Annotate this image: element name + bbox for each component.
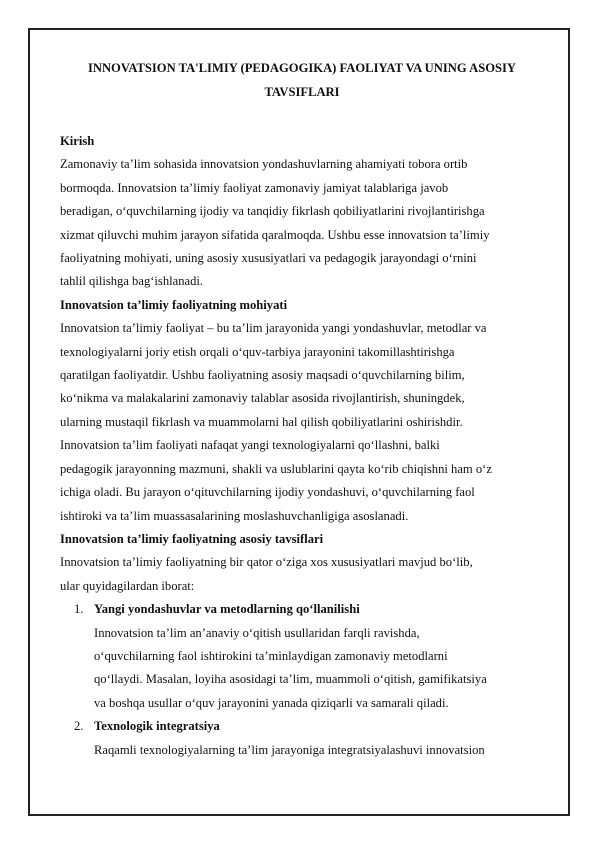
- text-line: tahlil qilishga bag‘ishlanadi.: [60, 274, 204, 289]
- paragraph: [60, 317, 544, 528]
- section-essence: [60, 294, 544, 528]
- document-body: [60, 56, 544, 762]
- text-line: qo‘llaydi. Masalan, loyiha asosidagi ta’lim, muammoli o‘qitish, gamifikatsiya: [94, 672, 487, 687]
- text-line: ular quyidagilardan iborat:: [60, 578, 195, 593]
- list-item: [60, 715, 544, 762]
- text-line: o‘quvchilarning faol ishtirokini ta’minlaydigan zamonaviy metodlarni: [94, 648, 448, 663]
- text-line: qaratilgan faoliyatdir. Ushbu faoliyatning asosiy maqsadi o‘quvchilarning bilim,: [60, 368, 465, 383]
- list-number: 1.: [74, 602, 84, 617]
- section-heading: Innovatsion ta’limiy faoliyatning mohiyati: [60, 297, 288, 312]
- text-line: faoliyatning mohiyati, uning asosiy xususiyatlari va pedagogik jarayondagi o‘rnini: [60, 251, 477, 266]
- text-line: texnologiyalarni joriy etish orqali o‘quv-tarbiya jarayonini takomillashtirishga: [60, 344, 455, 359]
- list-item: [60, 598, 544, 715]
- text-line: beradigan, o‘quvchilarning ijodiy va tanqidiy fikrlash qobiliyatlarini rivojlantirishga: [60, 204, 485, 219]
- text-line: ularning mustaqil fikrlash va muammolarni hal qilish qobiliyatlarini oshirishdir.: [60, 414, 463, 429]
- title-line: TAVSIFLARI: [264, 85, 340, 99]
- paragraph: [60, 153, 544, 293]
- section-heading: Kirish: [60, 134, 95, 148]
- text-line: ichiga oladi. Bu jarayon o‘qituvchilarning ijodiy yondashuvi, o‘quvchilarning faol: [60, 485, 475, 500]
- section-heading: Innovatsion ta’limiy faoliyatning asosiy tavsiflari: [60, 531, 324, 546]
- text-line: Innovatsion ta’limiy faoliyatning bir qator o‘ziga xos xususiyatlari mavjud bo‘lib,: [60, 555, 473, 570]
- text-line: Zamonaviy ta’lim sohasida innovatsion yondashuvlarning ahamiyati tobora ortib: [60, 157, 468, 172]
- text-line: bormoqda. Innovatsion ta’limiy faoliyat zamonaviy jamiyat talablariga javob: [60, 180, 449, 195]
- section-features: [60, 528, 544, 762]
- list-number: 2.: [74, 719, 84, 734]
- text-line: pedagogik jarayonning mazmuni, shakli va uslublarini qayta ko‘rib chiqishni ham o‘z: [60, 461, 492, 476]
- numbered-list: [60, 598, 544, 762]
- section-intro: [60, 130, 544, 294]
- text-line: Innovatsion ta’limiy faoliyat – bu ta’lim jarayonida yangi yondashuvlar, metodlar va: [60, 321, 487, 336]
- text-line: ishtiroki va ta’lim muassasalarining moslashuvchanligiga asoslanadi.: [60, 508, 409, 523]
- title-line: INNOVATSION TA'LIMIY (PEDAGOGIKA) FAOLIYAT VA UNING ASOSIY: [87, 61, 517, 75]
- list-item-title: Yangi yondashuvlar va metodlarning qo‘llanilishi: [94, 602, 360, 617]
- text-line: va boshqa usullar o‘quv jarayonini yanada qiziqarli va samarali qiladi.: [94, 695, 449, 710]
- text-line: Raqamli texnologiyalarning ta’lim jarayoniga integratsiyalashuvi innovatsion: [94, 742, 485, 757]
- list-item-title: Texnologik integratsiya: [94, 719, 220, 734]
- text-line: ko‘nikma va malakalarini zamonaviy talablar asosida rivojlantirish, shuningdek,: [60, 391, 465, 406]
- paragraph: [60, 551, 544, 598]
- text-line: Innovatsion ta’lim an’anaviy o‘qitish usullaridan farqli ravishda,: [94, 625, 420, 640]
- text-line: Innovatsion ta’lim faoliyati nafaqat yangi texnologiyalarni qo‘llashni, balki: [60, 438, 440, 453]
- document-title: [60, 56, 544, 104]
- text-line: xizmat qiluvchi muhim jarayon sifatida qaralmoqda. Ushbu esse innovatsion ta’limiy: [60, 227, 490, 242]
